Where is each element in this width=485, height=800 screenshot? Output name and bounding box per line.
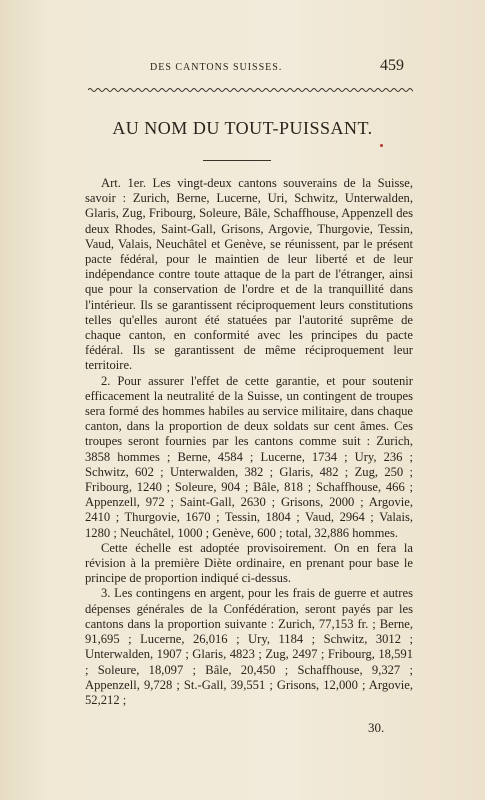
provisional-scale-paragraph: Cette échelle est adoptée provisoirement. On en fera la révision à la première Diète ordinaire, en prenant pour base le principe de proportion indiqué ci-dessus. (85, 540, 413, 586)
article-2-paragraph: 2. Pour assurer l'effet de cette garantie, et pour soutenir efficacement la neutralité de la Suisse, un contingent de troupes sera formé des hommes habiles au service militaire, dans chaque canton, dans la proportion de deux soldats sur cent âmes. Ces troupes seront fournies par les cantons comme suit : Zurich, 3858 hommes ; Berne, 4584 ; Lucerne, 1734 ; Ury, 236 ; Schwitz, 602 ; Unterwalden, 382 ; Glaris, 482 ; Zug, 250 ; Fribourg, 1240 ; Soleure, 904 ; Bâle, 818 ; Schaffhouse, 466 ; Appenzell, 972 ; Saint-Gall, 2630 ; Grisons, 2000 ; Argovie, 2410 ; Thurgovie, 1670 ; Tessin, 1804 ; Vaud, 2964 ; Valais, 1280 ; Neuchâtel, 1000 ; Genève, 600 ; total, 32,886 hommes. (85, 373, 413, 540)
ornamental-rule (88, 87, 413, 93)
body-text (85, 176, 413, 708)
ink-speck (380, 144, 383, 147)
document-title: AU NOM DU TOUT-PUISSANT. (112, 118, 373, 138)
article-1-paragraph: Art. 1er. Les vingt-deux cantons souverains de la Suisse, savoir : Zurich, Berne, Lucerne, Uri, Schwitz, Unterwalden, Glaris, Zug, Fribourg, Soleure, Bâle, Schaffhouse, Appenzell des deux Rhodes, Saint-Gall, Grisons, Argovie, Thurgovie, Tessin, Vaud, Valais, Neuchâtel et Genève, se réunissent, par le présent pacte fédéral, pour le maintien de leur liberté et de leur indépendance contre toute attaque de la part de l'étranger, ainsi que pour la conservation de l'ordre et de la tranquillité dans l'intérieur. Ils se garantissent réciproquement leurs constitutions telles qu'elles auront été statuées par l'autorité suprême de chaque canton, en conformité avec les principes du pacte fédéral. Ils se garantissent de même réciproquement leur territoire. (85, 176, 413, 373)
article-3-paragraph: 3. Les contingens en argent, pour les frais de guerre et autres dépenses générales de la Confédération, seront payés par les cantons dans la proportion suivante : Zurich, 77,153 fr. ; Berne, 91,695 ; Lucerne, 26,016 ; Ury, 1184 ; Schwitz, 3012 ; Unterwalden, 1907 ; Glaris, 4823 ; Zug, 2497 ; Fribourg, 18,591 ; Soleure, 18,097 ; Bâle, 20,450 ; Schaffhouse, 9,327 ; Appenzell, 9,728 ; St.-Gall, 39,551 ; Grisons, 12,000 ; Argovie, 52,212 ; (85, 586, 413, 707)
running-head: DES CANTONS SUISSES. (150, 62, 283, 73)
title-rule (203, 160, 271, 161)
catchword: 30. (368, 720, 385, 735)
page-number: 459 (380, 57, 404, 74)
